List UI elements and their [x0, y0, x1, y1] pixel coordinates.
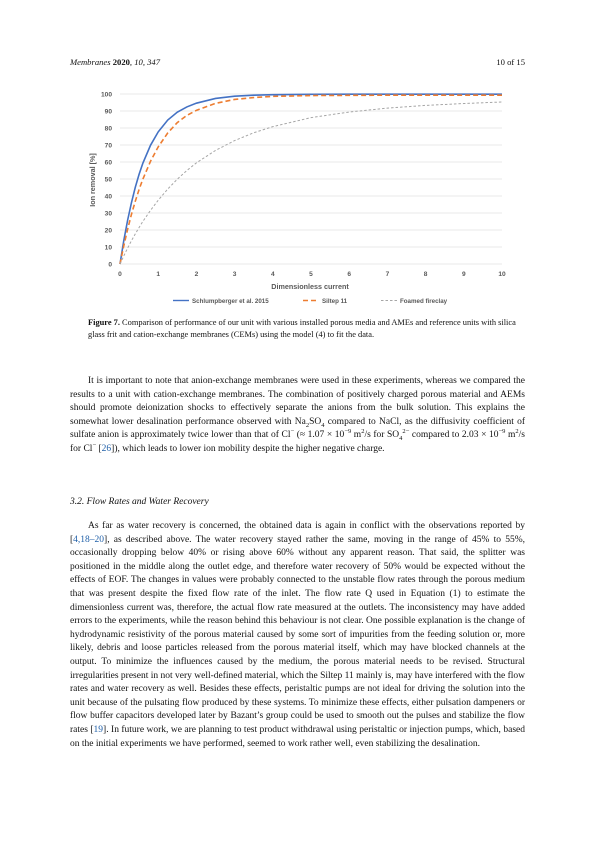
- x-tick-label: 4: [270, 271, 275, 278]
- legend-label: Schlumpberger et al. 2015: [192, 298, 269, 305]
- series-line: [120, 102, 502, 264]
- x-tick-label: 0: [118, 271, 122, 278]
- x-tick-label: 7: [385, 271, 390, 278]
- y-tick-label: 90: [104, 108, 112, 116]
- journal-year: 2020: [112, 57, 130, 67]
- figure-7-chart: [70, 82, 525, 312]
- x-tick-label: 1: [156, 271, 161, 278]
- x-axis-label: Dimensionless current: [271, 282, 349, 291]
- gridlines: [120, 94, 502, 264]
- legend-label: Foamed fireclay: [400, 298, 448, 305]
- journal-volume: , 10, 347: [129, 57, 160, 67]
- y-tick-label: 80: [104, 125, 112, 133]
- y-tick-label: 10: [104, 244, 112, 252]
- x-tick-label: 2: [194, 271, 199, 278]
- section-heading: 3.2. Flow Rates and Water Recovery: [70, 497, 209, 507]
- y-tick-label: 100: [100, 91, 112, 99]
- running-header-journal: [70, 57, 160, 67]
- legend-label: Siltep 11: [322, 298, 348, 305]
- y-tick-label: 60: [104, 159, 112, 167]
- caption-text: Comparison of performance of our unit with various installed porous media and AMEs and reference units with silica glass frit and cation-exchange membranes (CEMs) using the model (4) to fit the data.: [88, 318, 516, 339]
- y-axis-label: Ion removal [%]: [88, 153, 97, 207]
- caption-label: Figure 7.: [88, 318, 120, 327]
- y-tick-label: 0: [108, 261, 112, 269]
- page-number: 10 of 15: [496, 57, 525, 67]
- series-line: [120, 95, 502, 264]
- x-tick-label: 10: [498, 271, 506, 278]
- x-tick-label: 9: [461, 271, 466, 278]
- y-tick-label: 50: [104, 176, 112, 184]
- citation-link[interactable]: 19: [93, 724, 104, 735]
- y-tick-label: 70: [104, 142, 112, 150]
- y-tick-label: 40: [104, 193, 112, 201]
- y-tick-label: 20: [104, 227, 112, 235]
- citation-link[interactable]: 4,18–20: [73, 534, 105, 545]
- citation-link[interactable]: 26: [101, 443, 112, 454]
- paragraph-membranes: It is important to note that anion-exchange membranes were used in these experiments, whereas we compared the results to a unit with cation-exchange membranes. The combination of positively charged porous material and AEMs should promote deionization shocks to effectively separate the anions from the bulk solution. This explains the somewhat lower desalination performance observed with $Na_2SO_4$ compared to NaCl, as the diffusivity coefficient of sulfate anion is approximately twice lower than that of Cl− (≈ $1.07 \times 10^{-9}$ $m^2/s$ for $SO_4^{2-}$ compared to $2.03 \times 10^{-9}$ $m^2/s$ for Cl− [26]), which leads to lower ion mobility despite the higher negative charge.: [70, 376, 526, 454]
- x-tick-label: 3: [232, 271, 237, 278]
- x-tick-label: 8: [423, 271, 428, 278]
- y-tick-label: 30: [104, 210, 112, 218]
- journal-name: Membranes: [70, 57, 111, 67]
- figure-caption: [88, 317, 518, 341]
- paragraph-flow-rates: As far as water recovery is concerned, the obtained data is again in conflict with the observations reported by [4,18–20], as described above. The water recovery stayed rather the same, moving in the range of 45% to 55%, occasionally dropping below 40% or rising above 60% without any apparent reason. That said, the splitter was positioned in the middle along the outlet edge, and therefore water recovery of 50% would be expected without the effects of EOF. The changes in values were probably connected to the unstable flow rates through the porous medium that was present despite the fixed flow rate of the inlet. The flow rate Q used in Equation (1) to estimate the dimensionless current was, therefore, the actual flow rate measured at the outlets. The inconsistency may have added errors to the experiments, while the reason behind this behaviour is not clear. One possible explanation is the change of hydrodynamic resistivity of the porous material caused by some sort of impurities from the feeding solution or, more likely, debris and loose particles released from the porous material itself, which may have blocked channels at the output. To minimize the influences caused by the medium, the porous material needs to be revised. Structural irregularities present in not very well-defined material, which the Siltep 11 mainly is, may have interfered with the flow rates and water recovery as well. Besides these effects, peristaltic pumps are not ideal for driving the solution into the unit because of the pulsating flow produced by these systems. To minimize these effects, either pulsation dampeners or flow buffer capacitors developed later by Bazant’s group could be used to smooth out the pulses and stabilize the flow rates [19]. In future work, we are planning to test product withdrawal using peristaltic or injection pumps, which, based on the initial experiments we have performed, seemed to work rather well, even stabilizing the desalination.: [70, 521, 525, 749]
- chart-legend: [173, 298, 448, 305]
- x-tick-label: 6: [347, 271, 352, 278]
- x-tick-label: 5: [309, 271, 313, 278]
